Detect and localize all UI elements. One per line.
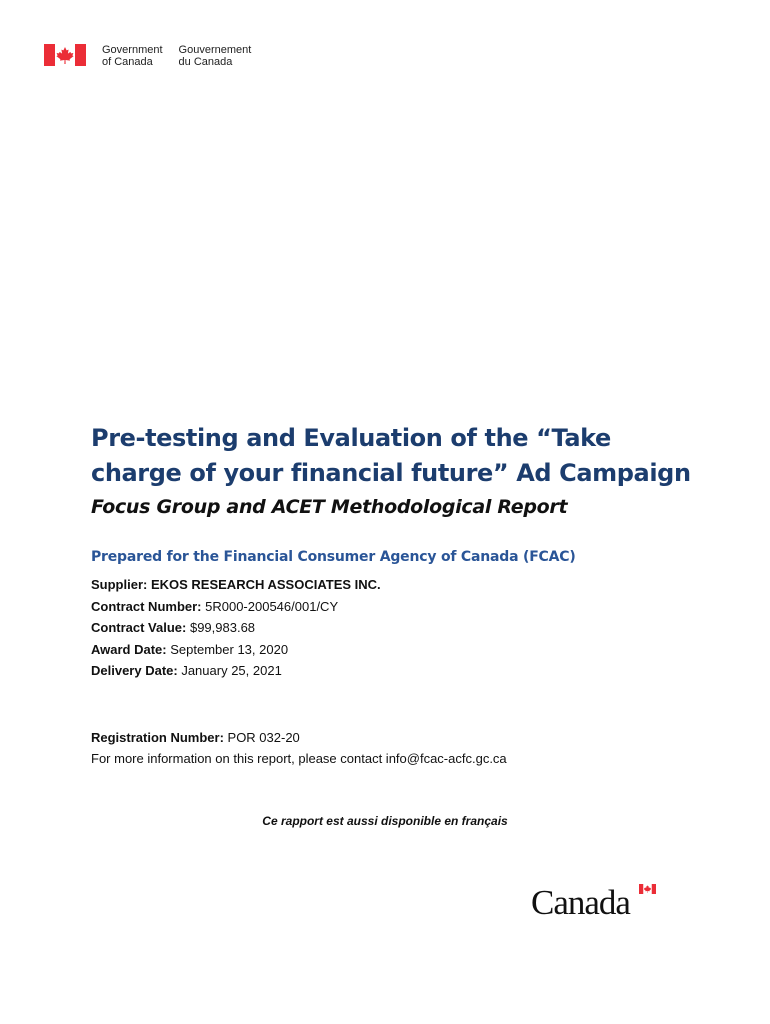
contact-line: For more information on this report, please contact info@fcac-acfc.gc.ca — [91, 751, 507, 766]
detail-value: $99,983.68 — [186, 620, 256, 635]
english-line-2: of Canada — [102, 56, 153, 68]
detail-value: January 25, 2021 — [177, 663, 282, 678]
french-signature — [179, 44, 252, 68]
registration-label: Registration Number: — [91, 730, 224, 745]
detail-value: September 13, 2020 — [166, 641, 289, 657]
canada-wordmark-flag-icon — [639, 884, 656, 894]
detail-label: Contract Number: — [91, 598, 202, 614]
detail-label: Contract Value: — [91, 620, 187, 635]
canada-wordmark — [531, 884, 657, 920]
government-signature — [44, 44, 251, 68]
french-line-2: du Canada — [178, 56, 233, 68]
contract-details — [91, 574, 381, 682]
registration-value: POR 032-20 — [223, 730, 300, 745]
detail-label: Delivery Date: — [91, 663, 178, 678]
detail-label: Award Date: — [91, 641, 167, 657]
detail-value: 5R000-200546/001/CY — [201, 598, 339, 614]
registration-block — [91, 727, 507, 769]
detail-row-contract-value — [91, 617, 381, 639]
detail-label: Supplier: — [91, 577, 148, 592]
prepared-for: Prepared for the Financial Consumer Agency of Canada (FCAC) — [91, 549, 576, 565]
english-line-1: Government — [102, 44, 163, 56]
french-line-1: Gouvernement — [178, 44, 252, 56]
detail-row-award-date — [91, 639, 381, 661]
report-title: Pre-testing and Evaluation of the “Take charge of your financial future” Ad Campaign — [91, 424, 691, 487]
canada-flag-icon — [44, 44, 86, 66]
canada-wordmark-text: Canada — [531, 883, 630, 922]
detail-row-delivery-date — [91, 660, 381, 682]
detail-row-contract-number — [91, 596, 381, 618]
registration-row — [91, 727, 507, 748]
report-subtitle: Focus Group and ACET Methodological Report — [91, 496, 568, 518]
english-signature — [102, 44, 163, 68]
detail-row-supplier — [91, 574, 381, 596]
french-availability-note: Ce rapport est aussi disponible en français — [262, 814, 508, 828]
detail-value: EKOS RESEARCH ASSOCIATES INC. — [147, 577, 381, 592]
